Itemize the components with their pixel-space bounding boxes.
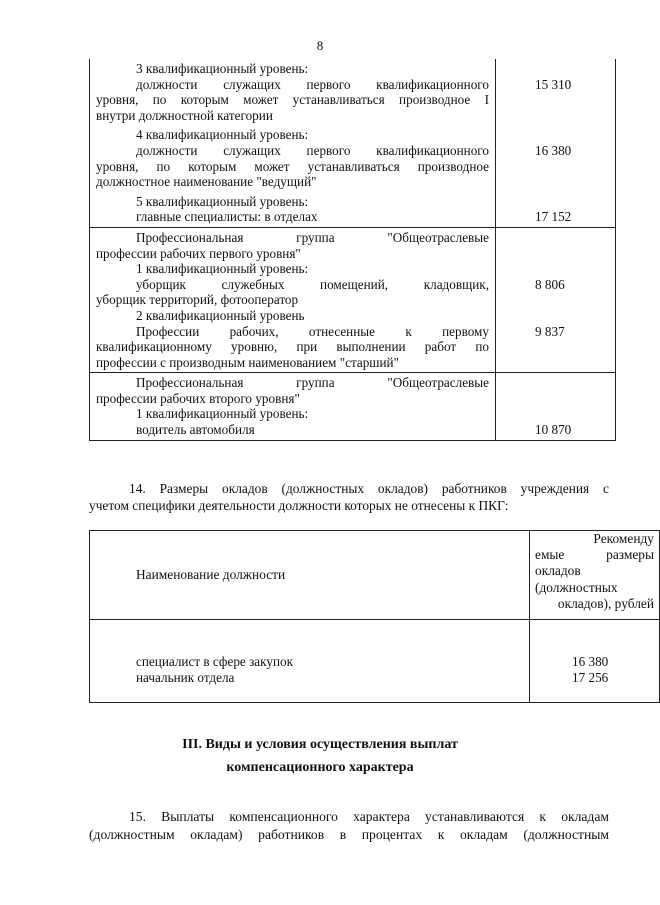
salary-values-cell — [530, 620, 660, 703]
paragraph-14-line: учетом специфики деятельности должности которых не отнесены к ПКГ: — [89, 498, 509, 513]
salary-cell — [496, 125, 616, 191]
description-line: уборщик территорий, фотооператор — [96, 292, 299, 308]
page-number: 8 — [316, 38, 324, 53]
salary-table — [89, 59, 616, 441]
salary-value: 17 152 — [535, 209, 572, 225]
spacer — [496, 406, 615, 422]
position-names-cell — [90, 620, 530, 703]
table-row — [90, 620, 660, 703]
spacer — [496, 61, 615, 77]
salary-value: 17 256 — [572, 669, 609, 685]
description-line: квалификационному уровню, при выполнении работ по — [96, 339, 489, 355]
position-name: специалист в сфере закупок — [136, 654, 294, 669]
header-line: емые размеры — [535, 547, 654, 563]
paragraph-15-line: 15. Выплаты компенсационного характера устанавливаются к окладам — [129, 809, 609, 824]
description-line: 1 квалификационный уровень: — [136, 261, 309, 277]
spacer — [496, 391, 615, 407]
paragraph-14 — [89, 480, 609, 514]
description-line: Профессиональная группа "Общеотраслевые — [136, 229, 489, 245]
table-row — [90, 59, 616, 125]
paragraph-14-line: 14. Размеры окладов (должностных окладов) работников учреждения с — [129, 481, 609, 496]
header-line: окладов — [535, 563, 581, 579]
salary-value: 8 806 — [535, 276, 565, 292]
description-line: должности служащих первого квалификационного — [136, 76, 489, 92]
description-line: 5 квалификационный уровень: — [136, 193, 309, 209]
section-heading-line2: компенсационного характера — [226, 760, 414, 775]
header-recommended-salary — [530, 531, 660, 620]
description-line: 4 квалификационный уровень: — [136, 127, 309, 143]
header-line: Рекоменду — [593, 531, 654, 546]
salary-value: 10 870 — [535, 422, 572, 438]
description-line: должностное наименование "ведущий" — [96, 174, 317, 190]
spacer — [496, 375, 615, 391]
spacer — [496, 246, 615, 262]
salary-cell — [496, 59, 616, 125]
description-line: Профессии рабочих, отнесенные к первому — [136, 323, 489, 339]
table-header-row — [90, 531, 660, 620]
salary-value: 9 837 — [535, 323, 565, 339]
spacer — [496, 261, 615, 277]
salary-cell — [496, 227, 616, 372]
table-row — [90, 125, 616, 191]
description-line: внутри должностной категории — [96, 107, 273, 123]
spacer — [496, 292, 615, 308]
table-row — [90, 227, 616, 372]
description-cell — [90, 59, 496, 125]
description-line: 2 квалификационный уровень — [136, 307, 305, 323]
position-salary-table — [89, 530, 660, 703]
description-line: уровня, по которым может устанавливаться производное — [96, 158, 489, 174]
description-line: 3 квалификационный уровень: — [136, 61, 309, 76]
description-line: должности служащих первого квалификационного — [136, 142, 489, 158]
spacer — [496, 230, 615, 246]
table-row — [90, 192, 616, 228]
description-line: 1 квалификационный уровень: — [136, 406, 309, 422]
paragraph-15 — [89, 808, 609, 843]
salary-value: 15 310 — [535, 76, 572, 92]
description-cell — [90, 192, 496, 228]
description-line: профессии с производным наименованием "старший" — [96, 354, 399, 370]
header-line: окладов), рублей — [557, 595, 654, 611]
salary-value: 16 380 — [572, 654, 609, 669]
salary-value: 16 380 — [535, 142, 572, 158]
table-row — [90, 373, 616, 440]
description-cell — [90, 227, 496, 372]
description-cell — [90, 373, 496, 440]
header-line: (должностных — [535, 579, 618, 595]
description-line: профессии рабочих второго уровня" — [96, 390, 300, 406]
description-line: Профессиональная группа "Общеотраслевые — [136, 375, 489, 391]
description-line: водитель автомобиля — [136, 422, 255, 438]
position-name: начальник отдела — [136, 669, 235, 685]
salary-cell — [496, 373, 616, 440]
description-line: уровня, по которым может устанавливаться производное I — [96, 92, 489, 108]
section-heading-line1: III. Виды и условия осуществления выплат — [182, 737, 458, 752]
header-position-name: Наименование должности — [90, 531, 530, 620]
paragraph-15-line: (должностным окладам) работников в процентах к окладам (должностным — [89, 826, 609, 842]
description-line: уборщик служебных помещений, кладовщик, — [136, 276, 489, 292]
spacer — [496, 308, 615, 324]
salary-table-body — [90, 59, 616, 440]
description-line: профессии рабочих первого уровня" — [96, 245, 301, 261]
description-cell — [90, 125, 496, 191]
spacer — [496, 194, 615, 210]
description-line: главные специалисты: в отделах — [136, 209, 318, 225]
spacer — [496, 127, 615, 143]
salary-cell — [496, 192, 616, 228]
